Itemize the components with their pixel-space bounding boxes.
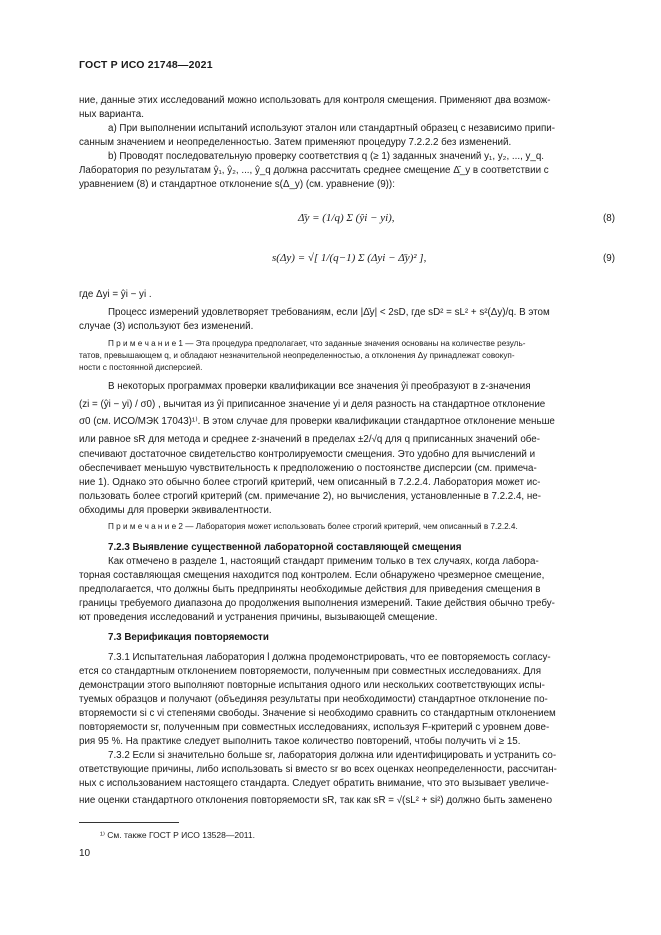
text-line: или равное sR для метода и среднее z-значений в пределах ±2/√q для q приписанных значений обе- [79, 433, 540, 445]
text-line: ется со стандартным отклонением повторяемости, полученным при совместных исследованиях. Для [79, 666, 541, 677]
equation-number-8: (8) [603, 213, 615, 224]
text-line: Лаборатория по результатам ŷ₁, ŷ₂, ..., ŷ_q должна рассчитать среднее смещение Δ̄_y в соответствии с [79, 165, 549, 176]
note-1 [79, 338, 615, 374]
section-heading: 7.3 Верификация повторяемости [108, 632, 269, 643]
z-score-paragraph-cont [79, 448, 615, 518]
text-line: предполагается, что должны быть предприняты необходимые действия для приведения смещения в [79, 584, 541, 595]
text-line: санным значением и неопределенностью. Затем применяют процедуру 7.2.2.2 без изменений. [79, 137, 512, 148]
section-heading: 7.2.3 Выявление существенной лабораторной составляющей смещения [108, 542, 462, 553]
text-line: ние 1). Однако это обычно более строгий критерий, чем описанный в 7.2.2.4. Лаборатория может ис- [79, 477, 541, 488]
footnote-rule [79, 822, 179, 823]
text-line: уравнением (8) и стандартное отклонение s(Δ_y) (см. уравнение (9)): [79, 179, 395, 190]
section-7-2-3 [79, 541, 615, 625]
equation-9: s(Δy) = √[ 1/(q−1) Σ (Δyi − Δ̄y)² ], [272, 252, 427, 264]
equation-8: Δ̄y = (1/q) Σ (ŷi − yi), [298, 212, 395, 224]
section-7-3 [79, 631, 615, 811]
text-line: обходимы для проверки эквивалентности. [79, 505, 272, 516]
text-line: демонстрации этого выполняют повторные испытания одного или нескольких соответствующих испы- [79, 680, 545, 691]
text-line: вторяемости si с νi степенями свободы. Значение si необходимо сравнить со стандартным отклонением [79, 708, 556, 719]
page-number: 10 [79, 848, 91, 859]
z-score-paragraph [79, 378, 615, 448]
text-line: П р и м е ч а н и е 1 — Эта процедура предполагает, что заданные значения основаны на количестве резуль- [108, 339, 526, 348]
note-2 [79, 521, 615, 533]
text-line: ответствующие причины, либо использовать si вместо sr во всех оценках неопределенности, рассчитан- [79, 764, 557, 775]
footnote: ¹⁾ См. также ГОСТ Р ИСО 13528—2011. [100, 830, 255, 840]
text-line: ние оценки стандартного отклонения повторяемости sR, так как sR = √(sL² + si²) должно быть заменено [79, 795, 553, 806]
text-line: обеспечивает меньшую чувствительность к предположению о постоянстве дисперсии (см. примеча- [79, 463, 537, 474]
text-line: татов, превышающем q, и обладают незначительной неопределенностью, а отклонения Δy принадлежат совокуп- [79, 351, 515, 360]
equation-number-9: (9) [603, 253, 615, 264]
text-line: 7.3.2 Если si значительно больше sr, лаборатория должна или идентифицировать и устранить со- [108, 750, 557, 761]
text-line: ние, данные этих исследований можно использовать для контроля смещения. Применяют два возмож- [79, 95, 551, 106]
text-line: П р и м е ч а н и е 2 — Лаборатория может использовать более строгий критерий, чем описанный в 7.2.2.4. [108, 522, 518, 531]
text-line: Как отмечено в разделе 1, настоящий стандарт применим только в тех случаях, когда лабора- [108, 556, 539, 567]
text-line: рия 95 %. На практике следует выполнить такое количество повторений, чтобы получить νi ≥ 15. [79, 736, 521, 747]
text-line: туемых образцов и получают (объединяя результаты при необходимости) стандартное отклонение по- [79, 694, 548, 705]
text-line: (zi = (ŷi − yi) / σ0) , вычитая из ŷi приписанное значение yi и деля разность на стандартное отклонение [79, 398, 546, 410]
intro-paragraphs [79, 94, 615, 192]
text-line: а) При выполнении испытаний используют эталон или стандартный образец с независимо припи- [108, 123, 556, 134]
text-line: спечивают достаточное свидетельство контролируемости смещения. Это удобно для вычислений и [79, 449, 536, 460]
text-line: случае (3) используют без изменений. [79, 321, 254, 332]
text-line: ности с постоянной дисперсией. [79, 363, 203, 372]
text-line: границы требуемого диапазона до продолжения выполнения измерений. Такие действия обычно требу- [79, 598, 555, 609]
document-header: ГОСТ Р ИСО 21748—2021 [79, 59, 213, 71]
text-line: b) Проводят последовательную проверку соответствия q (≥ 1) заданных значений y₁, y₂, ..., y_q. [108, 151, 545, 162]
text-line: ных варианта. [79, 109, 144, 120]
text-line: повторяемости sr, полученным при совместных исследованиях, используя F-критерий с уровнем дове- [79, 722, 550, 733]
text-line: ных с использованием настоящего стандарта. Следует обратить внимание, что это вызывает увеличе- [79, 778, 549, 789]
text-line: торная составляющая смещения находится под контролем. Если обнаружено чрезмерное смещение, [79, 570, 545, 581]
text-line: Процесс измерений удовлетворяет требованиям, если |Δ̄y| < 2sD, где sD² = sL² + s²(Δy)/q. В этом [108, 307, 550, 318]
text-line: 7.3.1 Испытательная лаборатория l должна продемонстрировать, что ее повторяемость согласу- [108, 652, 551, 663]
text-line: В некоторых программах проверки квалификации все значения ŷi преобразуют в z-значения [108, 381, 531, 392]
text-line: пользовать более строгий критерий (см. примечание 2), но вычисления, установленные в 7.2.2.4, не- [79, 491, 541, 502]
condition-paragraph [79, 306, 615, 334]
text-line: ют проведения исследований и устранения причины, вызывающей смещение. [79, 612, 438, 623]
where-clause: где Δyi = ŷi − yi . [79, 289, 152, 300]
text-line: σ0 (см. ИСО/МЭК 17043)¹⁾. В этом случае для проверки квалификации стандартное отклонение меньше [79, 416, 555, 427]
